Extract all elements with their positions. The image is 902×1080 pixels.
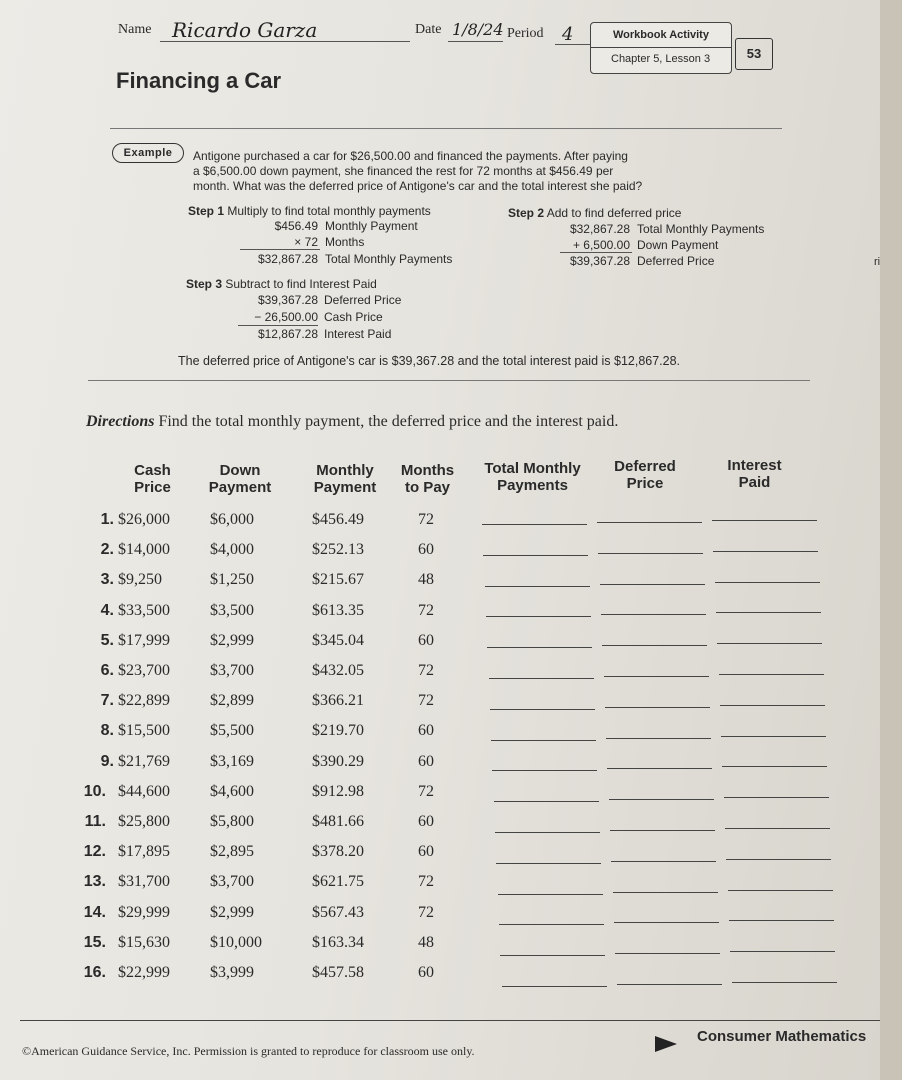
problem-number: 7. bbox=[100, 692, 114, 710]
cash-price: $15,630 bbox=[118, 933, 170, 951]
problem-number: 10. bbox=[83, 782, 106, 800]
total-monthly-blank[interactable] bbox=[502, 986, 607, 987]
col-deferred-price: Deferred Price bbox=[614, 458, 676, 492]
down-payment: $4,000 bbox=[210, 541, 254, 559]
months-to-pay: 72 bbox=[418, 662, 434, 679]
period-value: 4 bbox=[562, 24, 574, 45]
down-payment: $5,500 bbox=[210, 722, 254, 740]
deferred-price-blank[interactable] bbox=[604, 676, 709, 677]
step1-value-2: × 72 bbox=[294, 235, 318, 249]
total-monthly-blank[interactable] bbox=[495, 832, 600, 833]
step2-value-2: + 6,500.00 bbox=[572, 238, 630, 252]
interest-paid-blank[interactable] bbox=[716, 612, 821, 613]
chapter-label: Chapter 5, Lesson 3 bbox=[611, 53, 711, 65]
table-row bbox=[0, 511, 880, 541]
monthly-payment: $567.43 bbox=[312, 903, 364, 921]
step3-value-3: $12,867.28 bbox=[257, 327, 318, 341]
problem-number: 9. bbox=[100, 752, 114, 770]
monthly-payment: $481.66 bbox=[312, 813, 364, 830]
deferred-price-blank[interactable] bbox=[609, 799, 714, 800]
interest-paid-blank[interactable] bbox=[729, 920, 834, 921]
months-to-pay: 72 bbox=[418, 511, 434, 528]
step1-heading: Step 1 Multiply to find total monthly payments bbox=[188, 204, 431, 218]
total-monthly-blank[interactable] bbox=[486, 616, 591, 617]
cash-price: $44,600 bbox=[118, 782, 170, 800]
step2-heading: Step 2 Add to find deferred price bbox=[508, 206, 682, 220]
period-label: Period bbox=[507, 26, 544, 41]
down-payment: $10,000 bbox=[210, 933, 262, 951]
interest-paid-blank[interactable] bbox=[732, 982, 837, 983]
step3-value-2: − 26,500.00 bbox=[254, 310, 318, 324]
workbook-label: Workbook Activity bbox=[613, 29, 709, 41]
months-to-pay: 60 bbox=[418, 964, 434, 981]
down-payment: $3,999 bbox=[210, 964, 254, 981]
months-to-pay: 60 bbox=[418, 631, 434, 649]
step2-value-1: $32,867.28 bbox=[569, 222, 630, 236]
table-row bbox=[0, 692, 880, 722]
down-payment: $3,700 bbox=[210, 873, 254, 891]
interest-paid-blank[interactable] bbox=[722, 766, 827, 767]
interest-paid-blank[interactable] bbox=[720, 705, 825, 706]
months-to-pay: 60 bbox=[418, 813, 434, 830]
down-payment: $2,895 bbox=[210, 843, 254, 861]
date-label: Date bbox=[415, 22, 442, 37]
monthly-payment: $252.13 bbox=[312, 541, 364, 559]
months-to-pay: 72 bbox=[418, 692, 434, 710]
cash-price: $17,895 bbox=[118, 843, 170, 861]
total-monthly-blank[interactable] bbox=[482, 524, 587, 525]
example-line-2: a $6,500.00 down payment, she financed the rest for 72 months at $456.49 per bbox=[193, 164, 614, 178]
cash-price: $17,999 bbox=[118, 631, 170, 649]
step2-label-1: Total Monthly Payments bbox=[637, 222, 765, 236]
cash-price: $22,999 bbox=[118, 964, 170, 981]
interest-paid-blank[interactable] bbox=[730, 951, 835, 952]
down-payment: $3,700 bbox=[210, 662, 254, 679]
table-row bbox=[0, 964, 880, 994]
cash-price: $33,500 bbox=[118, 601, 170, 619]
total-monthly-blank[interactable] bbox=[500, 955, 605, 956]
cash-price: $21,769 bbox=[118, 752, 170, 770]
problem-number: 12. bbox=[83, 843, 106, 861]
deferred-price-blank[interactable] bbox=[598, 553, 703, 554]
table-row bbox=[0, 873, 880, 903]
name-label: Name bbox=[118, 22, 152, 37]
table-row bbox=[0, 722, 880, 752]
cash-price: $22,899 bbox=[118, 692, 170, 710]
table-row bbox=[0, 904, 880, 934]
cash-price: $14,000 bbox=[118, 541, 170, 559]
months-to-pay: 60 bbox=[418, 843, 434, 861]
total-monthly-blank[interactable] bbox=[496, 863, 601, 864]
deferred-price-blank[interactable] bbox=[606, 738, 711, 739]
months-to-pay: 60 bbox=[418, 752, 434, 770]
down-payment: $5,800 bbox=[210, 813, 254, 830]
monthly-payment: $621.75 bbox=[312, 873, 364, 891]
deferred-price-blank[interactable] bbox=[602, 645, 707, 646]
total-monthly-blank[interactable] bbox=[499, 924, 604, 925]
table-row bbox=[0, 632, 880, 662]
total-monthly-blank[interactable] bbox=[489, 678, 594, 679]
down-payment: $2,999 bbox=[210, 903, 254, 921]
problem-number: 1. bbox=[100, 511, 114, 528]
step2-label-2: Down Payment bbox=[637, 238, 719, 252]
deferred-price-blank[interactable] bbox=[607, 768, 712, 769]
months-to-pay: 72 bbox=[418, 873, 434, 891]
problem-number: 3. bbox=[100, 571, 114, 589]
problem-number: 11. bbox=[84, 813, 106, 830]
col-cash-price: Cash Price bbox=[134, 462, 171, 496]
monthly-payment: $457.58 bbox=[312, 964, 364, 981]
down-payment: $3,500 bbox=[210, 601, 254, 619]
name-value: Ricardo Garza bbox=[172, 18, 318, 42]
step2-value-3: $39,367.28 bbox=[569, 254, 630, 268]
monthly-payment: $219.70 bbox=[312, 722, 364, 740]
problem-number: 6. bbox=[100, 662, 114, 679]
monthly-payment: $215.67 bbox=[312, 571, 364, 589]
col-down-payment: Down Payment bbox=[208, 462, 272, 496]
example-line-3: month. What was the deferred price of Antigone's car and the total interest she paid? bbox=[193, 179, 643, 193]
step2-label-3: Deferred Price bbox=[637, 254, 715, 268]
monthly-payment: $390.29 bbox=[312, 752, 364, 770]
months-to-pay: 48 bbox=[418, 933, 434, 951]
monthly-payment: $163.34 bbox=[312, 933, 364, 951]
step3-label-1: Deferred Price bbox=[324, 293, 402, 307]
table-row bbox=[0, 602, 880, 632]
table-row bbox=[0, 571, 880, 601]
monthly-payment: $912.98 bbox=[312, 782, 364, 800]
cash-price: $23,700 bbox=[118, 662, 170, 679]
total-monthly-blank[interactable] bbox=[485, 586, 590, 587]
months-to-pay: 72 bbox=[418, 903, 434, 921]
margin-mark: ri bbox=[874, 256, 881, 268]
date-value: 1/8/24 bbox=[452, 20, 504, 39]
deferred-price-blank[interactable] bbox=[605, 707, 710, 708]
interest-paid-blank[interactable] bbox=[713, 551, 818, 552]
interest-paid-blank[interactable] bbox=[712, 520, 817, 521]
example-tag: Example bbox=[112, 143, 184, 163]
interest-paid-blank[interactable] bbox=[717, 643, 822, 644]
down-payment: $2,899 bbox=[210, 692, 254, 710]
deferred-price-blank[interactable] bbox=[613, 892, 718, 893]
interest-paid-blank[interactable] bbox=[726, 859, 831, 860]
arrow-icon bbox=[655, 1036, 677, 1052]
page-title: Financing a Car bbox=[116, 68, 282, 93]
down-payment: $6,000 bbox=[210, 511, 254, 528]
deferred-price-blank[interactable] bbox=[615, 953, 720, 954]
total-monthly-blank[interactable] bbox=[483, 555, 588, 556]
total-monthly-blank[interactable] bbox=[498, 894, 603, 895]
copyright: ©American Guidance Service, Inc. Permission is granted to reproduce for classroom use only. bbox=[22, 1044, 475, 1058]
down-payment: $2,999 bbox=[210, 631, 254, 649]
deferred-price-blank[interactable] bbox=[610, 830, 715, 831]
problem-number: 8. bbox=[100, 722, 114, 740]
interest-paid-blank[interactable] bbox=[715, 582, 820, 583]
step1-value-3: $32,867.28 bbox=[257, 252, 318, 266]
step3-label-3: Interest Paid bbox=[324, 327, 392, 341]
problem-number: 5. bbox=[100, 631, 114, 649]
monthly-payment: $613.35 bbox=[312, 601, 364, 619]
months-to-pay: 60 bbox=[418, 722, 434, 740]
col-total-monthly-payments: Total Monthly Payments bbox=[484, 460, 581, 494]
cash-price: $25,800 bbox=[118, 813, 170, 830]
deferred-price-blank[interactable] bbox=[597, 522, 702, 523]
problem-number: 4. bbox=[100, 601, 114, 619]
problem-number: 16. bbox=[83, 964, 106, 981]
cash-price: $29,999 bbox=[118, 903, 170, 921]
total-monthly-blank[interactable] bbox=[492, 770, 597, 771]
table-row bbox=[0, 934, 880, 964]
cash-price: $15,500 bbox=[118, 722, 170, 740]
monthly-payment: $366.21 bbox=[312, 692, 364, 710]
total-monthly-blank[interactable] bbox=[487, 647, 592, 648]
step1-value-1: $456.49 bbox=[274, 219, 318, 233]
deferred-price-blank[interactable] bbox=[611, 861, 716, 862]
interest-paid-blank[interactable] bbox=[721, 736, 826, 737]
deferred-price-blank[interactable] bbox=[617, 984, 722, 985]
months-to-pay: 48 bbox=[418, 571, 434, 589]
step1-label-2: Months bbox=[325, 235, 365, 249]
col-interest-paid: Interest Paid bbox=[727, 457, 782, 491]
total-monthly-blank[interactable] bbox=[491, 740, 596, 741]
problem-number: 15. bbox=[83, 933, 106, 951]
step1-label-1: Monthly Payment bbox=[325, 219, 418, 233]
interest-paid-blank[interactable] bbox=[719, 674, 824, 675]
interest-paid-blank[interactable] bbox=[728, 890, 833, 891]
table-row bbox=[0, 662, 880, 692]
table-row bbox=[0, 541, 880, 571]
problem-number: 13. bbox=[83, 873, 106, 891]
total-monthly-blank[interactable] bbox=[490, 709, 595, 710]
down-payment: $1,250 bbox=[210, 571, 254, 589]
deferred-price-blank[interactable] bbox=[601, 614, 706, 615]
interest-paid-blank[interactable] bbox=[725, 828, 830, 829]
deferred-price-blank[interactable] bbox=[614, 922, 719, 923]
step3-label-2: Cash Price bbox=[324, 310, 383, 324]
activity-number: 53 bbox=[735, 38, 773, 70]
monthly-payment: $456.49 bbox=[312, 511, 364, 528]
months-to-pay: 72 bbox=[418, 782, 434, 800]
directions: Directions Find the total monthly payment, the deferred price and the interest paid. bbox=[86, 413, 619, 430]
page-edge bbox=[880, 0, 902, 1080]
monthly-payment: $378.20 bbox=[312, 843, 364, 861]
book-title: Consumer Mathematics bbox=[697, 1028, 867, 1045]
down-payment: $3,169 bbox=[210, 752, 254, 770]
step3-value-1: $39,367.28 bbox=[257, 293, 318, 307]
cash-price: $26,000 bbox=[118, 511, 170, 528]
example-line-1: Antigone purchased a car for $26,500.00 and financed the payments. After paying bbox=[193, 149, 628, 163]
months-to-pay: 72 bbox=[418, 601, 434, 619]
total-monthly-blank[interactable] bbox=[494, 801, 599, 802]
workbook-box bbox=[590, 22, 732, 74]
cash-price: $9,250 bbox=[118, 571, 162, 589]
col-months-to-pay: Months to Pay bbox=[400, 462, 455, 496]
deferred-price-blank[interactable] bbox=[600, 584, 705, 585]
example-conclusion: The deferred price of Antigone's car is $39,367.28 and the total interest paid is $12,867.28. bbox=[178, 354, 681, 368]
monthly-payment: $345.04 bbox=[312, 631, 364, 649]
interest-paid-blank[interactable] bbox=[724, 797, 829, 798]
cash-price: $31,700 bbox=[118, 873, 170, 891]
months-to-pay: 60 bbox=[418, 541, 434, 559]
problem-number: 14. bbox=[83, 903, 106, 921]
problem-number: 2. bbox=[100, 541, 114, 559]
down-payment: $4,600 bbox=[210, 782, 254, 800]
col-monthly-payment: Monthly Payment bbox=[313, 462, 377, 496]
step1-label-3: Total Monthly Payments bbox=[325, 252, 453, 266]
monthly-payment: $432.05 bbox=[312, 662, 364, 679]
table-row bbox=[0, 753, 880, 783]
step3-heading: Step 3 Subtract to find Interest Paid bbox=[186, 277, 377, 291]
